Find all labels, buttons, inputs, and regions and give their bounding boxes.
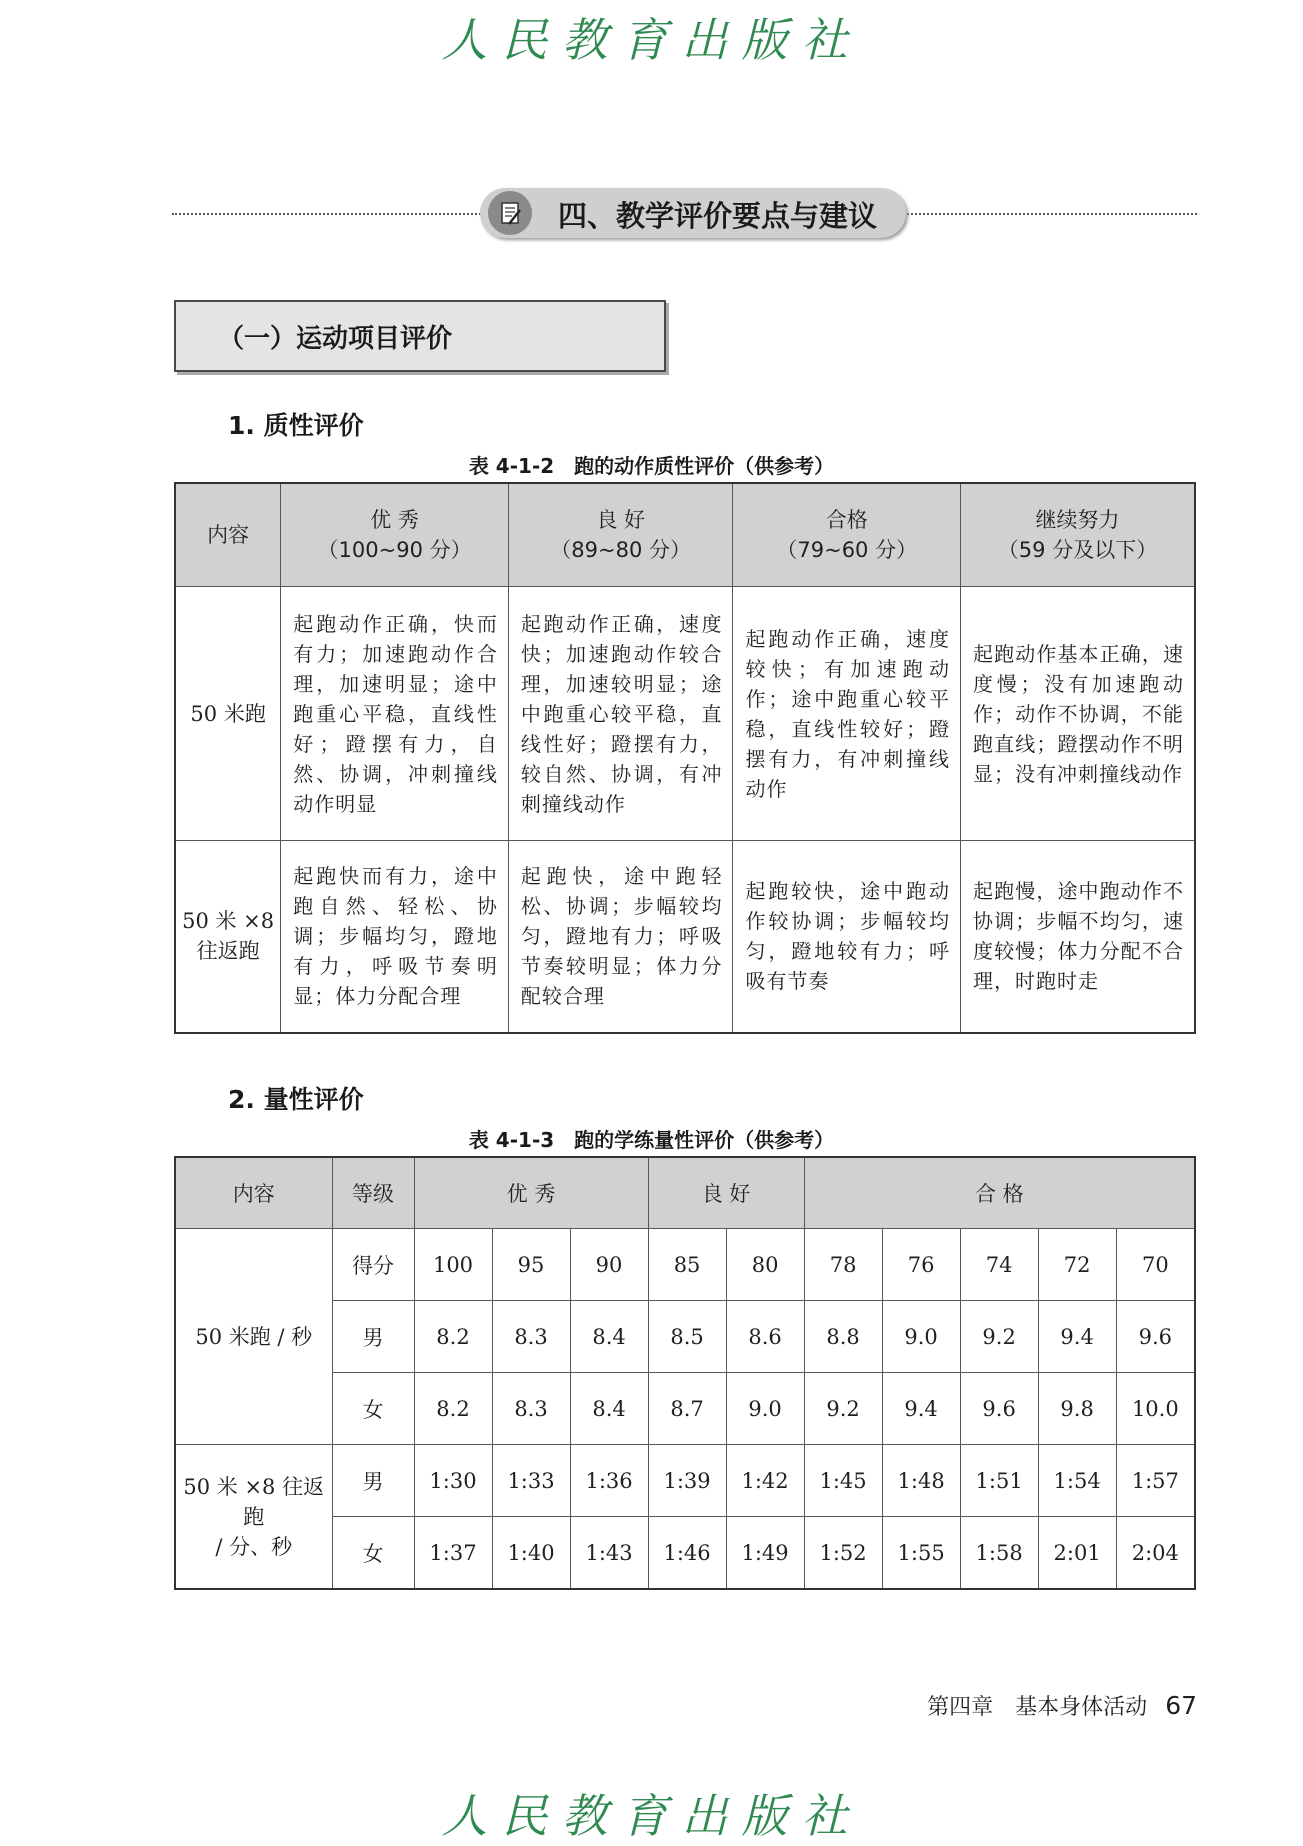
- table-cell: 8.2: [414, 1373, 492, 1445]
- header-excellent: 优 秀: [414, 1157, 648, 1229]
- table-cell: 2:01: [1038, 1517, 1116, 1590]
- table-cell: 1:57: [1116, 1445, 1195, 1517]
- table-cell: 1:51: [960, 1445, 1038, 1517]
- table-cell: 8.2: [414, 1301, 492, 1373]
- score-cell: 78: [804, 1229, 882, 1301]
- gender-label: 男: [332, 1445, 414, 1517]
- table-cell: 8.8: [804, 1301, 882, 1373]
- header-good: 良 好 （89~80 分）: [508, 483, 733, 587]
- header-content: 内容: [175, 1157, 332, 1229]
- table-cell: 8.6: [726, 1301, 804, 1373]
- table-cell: 1:36: [570, 1445, 648, 1517]
- gender-label: 男: [332, 1301, 414, 1373]
- table1-caption: 表 4-1-2 跑的动作质性评价（供参考）: [468, 454, 835, 478]
- table-cell: 10.0: [1116, 1373, 1195, 1445]
- table-cell: 9.8: [1038, 1373, 1116, 1445]
- table-cell: 起跑慢，途中跑动作不协调；步幅不均匀，速度较慢；体力分配不合理，时跑时走: [961, 841, 1195, 1033]
- table-cell: 1:30: [414, 1445, 492, 1517]
- table-cell: 9.6: [1116, 1301, 1195, 1373]
- table-cell: 9.2: [960, 1301, 1038, 1373]
- score-cell: 76: [882, 1229, 960, 1301]
- header-excellent: 优 秀 （100~90 分）: [281, 483, 509, 587]
- table-cell: 1:58: [960, 1517, 1038, 1590]
- table-row: [175, 1445, 1195, 1517]
- table-cell: 8.3: [492, 1301, 570, 1373]
- table-cell: 起跑动作正确，快而有力；加速跑动作合理，加速明显；途中跑重心平稳，直线性好；蹬摆有力，自然、协调，冲刺撞线动作明显: [281, 587, 509, 841]
- section-header: [480, 188, 906, 238]
- table-cell: 1:49: [726, 1517, 804, 1590]
- table-cell: 9.4: [1038, 1301, 1116, 1373]
- header-content: 内容: [175, 483, 281, 587]
- table2-caption: 表 4-1-3 跑的学练量性评价（供参考）: [468, 1128, 835, 1152]
- header-keep-trying: 继续努力 （59 分及以下）: [961, 483, 1195, 587]
- table-cell: 起跑快而有力，途中跑自然、轻松、协调；步幅均匀，蹬地有力，呼吸节奏明显；体力分配合理: [281, 841, 509, 1033]
- table-cell: 9.0: [726, 1373, 804, 1445]
- table-cell: 8.5: [648, 1301, 726, 1373]
- quantitative-heading: 2. 量性评价: [228, 1085, 364, 1114]
- table-cell: 8.4: [570, 1301, 648, 1373]
- table-header-row: [175, 1157, 1195, 1229]
- table-cell: 1:43: [570, 1517, 648, 1590]
- table-cell: 1:52: [804, 1517, 882, 1590]
- table-cell: 起跑动作正确，速度较快；有加速跑动作；途中跑重心较平稳，直线性较好；蹬摆有力，有冲刺撞线动作: [733, 587, 961, 841]
- table-cell: 1:40: [492, 1517, 570, 1590]
- page-number: 67: [1165, 1691, 1197, 1720]
- table-cell: 1:42: [726, 1445, 804, 1517]
- table-row: [175, 587, 1195, 841]
- table-cell: 1:48: [882, 1445, 960, 1517]
- subsection-title: （一）运动项目评价: [218, 324, 453, 354]
- header-good: 良 好: [648, 1157, 804, 1229]
- table-cell: 1:39: [648, 1445, 726, 1517]
- table-cell: 9.2: [804, 1373, 882, 1445]
- table-cell: 1:33: [492, 1445, 570, 1517]
- score-cell: 70: [1116, 1229, 1195, 1301]
- score-cell: 95: [492, 1229, 570, 1301]
- score-row: [175, 1229, 1195, 1301]
- row-label: 50 米 ×8 往返跑: [175, 841, 281, 1033]
- table-cell: 1:55: [882, 1517, 960, 1590]
- table-cell: 起跑快，途中跑轻松、协调；步幅较均匀，蹬地有力；呼吸节奏较明显；体力分配较合理: [508, 841, 733, 1033]
- score-cell: 100: [414, 1229, 492, 1301]
- qualitative-heading: 1. 质性评价: [228, 411, 364, 440]
- table-cell: 起跑动作基本正确，速度慢；没有加速跑动作；动作不协调，不能跑直线；蹬摆动作不明显；没有冲刺撞线动作: [961, 587, 1195, 841]
- qualitative-table: [174, 482, 1196, 1034]
- gender-label: 女: [332, 1517, 414, 1590]
- table-cell: 1:54: [1038, 1445, 1116, 1517]
- publisher-watermark-bottom: 人民教育出版社: [441, 1789, 862, 1843]
- table-cell: 9.6: [960, 1373, 1038, 1445]
- chapter-title: 第四章 基本身体活动: [927, 1695, 1148, 1720]
- table-header-row: [175, 483, 1195, 587]
- table-cell: 9.4: [882, 1373, 960, 1445]
- header-pass: 合格 （79~60 分）: [733, 483, 961, 587]
- score-label: 得分: [332, 1229, 414, 1301]
- header-pass: 合 格: [804, 1157, 1195, 1229]
- score-cell: 74: [960, 1229, 1038, 1301]
- table-cell: 起跑较快，途中跑动作较协调；步幅较均匀，蹬地较有力；呼吸有节奏: [733, 841, 961, 1033]
- gender-label: 女: [332, 1373, 414, 1445]
- table-cell: 起跑动作正确，速度快；加速跑动作较合理，加速较明显；途中跑重心较平稳，直线性好；蹬摆有力，较自然、协调，有冲刺撞线动作: [508, 587, 733, 841]
- score-cell: 85: [648, 1229, 726, 1301]
- notebook-pen-icon: [488, 191, 532, 235]
- publisher-watermark-top: 人民教育出版社: [441, 13, 862, 67]
- row-label-shuttle: 50 米 ×8 往返跑 / 分、秒: [175, 1445, 332, 1590]
- score-cell: 90: [570, 1229, 648, 1301]
- row-label-50m: 50 米跑 / 秒: [175, 1229, 332, 1445]
- table-row: [175, 841, 1195, 1033]
- table-cell: 9.0: [882, 1301, 960, 1373]
- section-title: 四、教学评价要点与建议: [558, 199, 878, 233]
- table-cell: 1:45: [804, 1445, 882, 1517]
- table-cell: 8.4: [570, 1373, 648, 1445]
- row-label: 50 米跑: [175, 587, 281, 841]
- score-cell: 72: [1038, 1229, 1116, 1301]
- quantitative-table: [174, 1156, 1196, 1590]
- table-cell: 8.7: [648, 1373, 726, 1445]
- score-cell: 80: [726, 1229, 804, 1301]
- page-footer: [927, 1690, 1197, 1721]
- table-cell: 1:46: [648, 1517, 726, 1590]
- table-cell: 8.3: [492, 1373, 570, 1445]
- table-cell: 2:04: [1116, 1517, 1195, 1590]
- table-cell: 1:37: [414, 1517, 492, 1590]
- subsection-box: [174, 300, 666, 372]
- header-grade: 等级: [332, 1157, 414, 1229]
